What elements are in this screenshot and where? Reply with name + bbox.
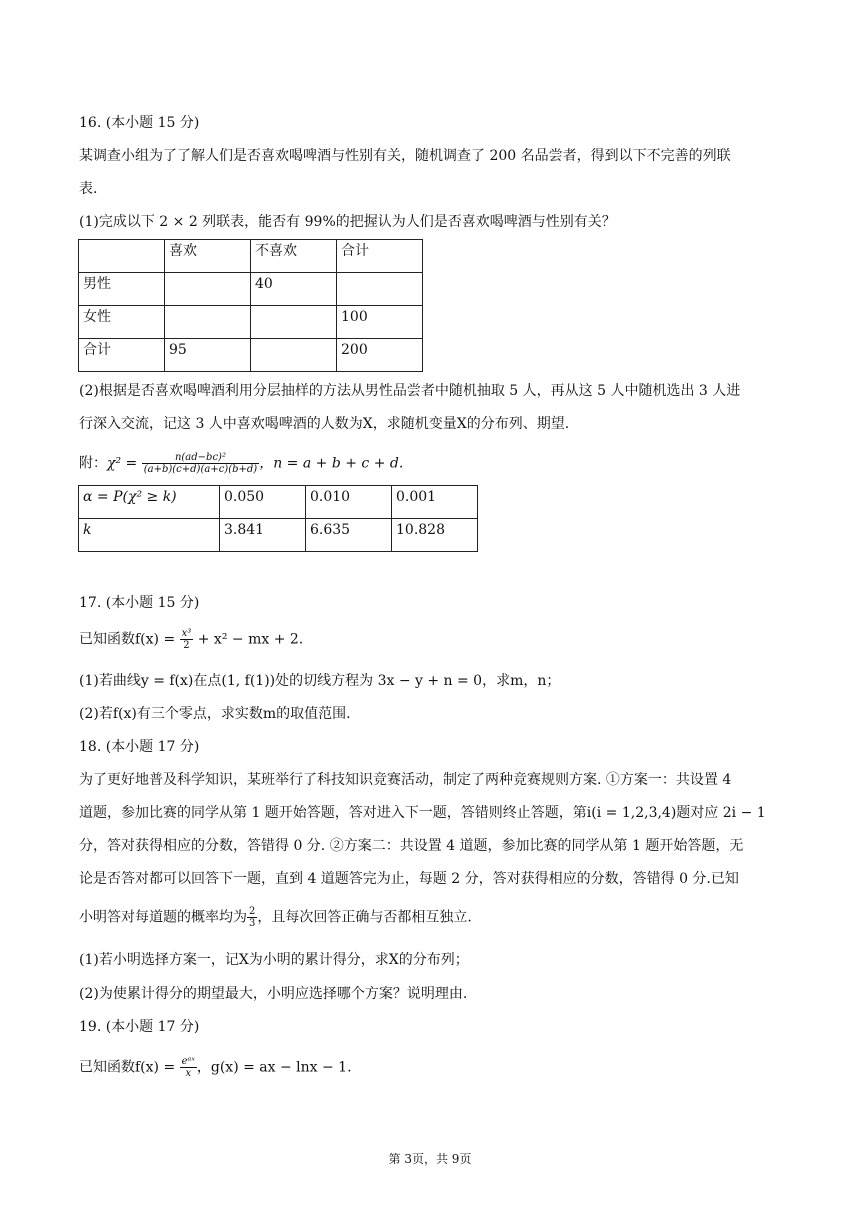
q19-definition: [79, 1056, 784, 1079]
table-row: [79, 339, 423, 372]
table-cell: 合计: [79, 339, 165, 372]
q17-fraction: [180, 628, 194, 651]
contingency-table: [78, 239, 423, 372]
table-cell: 不喜欢: [251, 240, 337, 273]
q18-part1: (1)若小明选择方案一，记X为小明的累计得分，求X的分布列；: [79, 952, 469, 968]
q16-header: 16. (本小题 15 分): [79, 115, 200, 131]
table-cell: [251, 339, 337, 372]
table-cell: [165, 306, 251, 339]
table-cell: 0.001: [392, 486, 478, 519]
table-cell: 200: [337, 339, 423, 372]
table-row: [79, 486, 478, 519]
q17-definition: [79, 628, 784, 651]
q19-header: 19. (本小题 17 分): [79, 1019, 200, 1035]
q18-numerator: 2: [249, 906, 256, 917]
q18-part2: (2)为使累计得分的期望最大，小明应选择哪个方案？说明理由.: [79, 986, 468, 1002]
table-row: [79, 273, 423, 306]
q18-line4: 论是否答对都可以回答下一题，直到 4 道题答完为止，每题 2 分，答对获得相应的分数，答错得 0 分.已知: [79, 871, 739, 887]
q18-line5-prefix: 小明答对每道题的概率均为: [79, 909, 247, 926]
q17-def-rest: + x² − mx + 2.: [197, 631, 304, 648]
table-row: [79, 306, 423, 339]
table-cell: 6.635: [306, 519, 392, 552]
q18-line1: 为了更好地普及科学知识，某班举行了科技知识竞赛活动，制定了两种竞赛规则方案. ①方案一：共设置 4: [79, 772, 732, 788]
q16-intro-line1: 某调查小组为了了解人们是否喜欢喝啤酒与性别有关，随机调查了 200 名品尝者，得到以下不完善的列联: [79, 148, 731, 164]
formula-denominator: (a+b)(c+d)(a+c)(b+d): [143, 464, 258, 475]
table-cell: 10.828: [392, 519, 478, 552]
q16-intro-line2: 表.: [79, 181, 98, 197]
table-cell: 女性: [79, 306, 165, 339]
q17-denominator: 2: [183, 640, 190, 651]
q16-part2-line2: 行深入交流，记这 3 人中喜欢喝啤酒的人数为X，求随机变量X的分布列、期望.: [79, 416, 570, 432]
q16-part2-line1: (2)根据是否喜欢喝啤酒利用分层抽样的方法从男性品尝者中随机抽取 5 人，再从这 5 人中随机选出 3 人进: [79, 383, 741, 399]
table-cell: 3.841: [220, 519, 306, 552]
table-cell: k: [79, 519, 220, 552]
q18-line2: 道题，参加比赛的同学从第 1 题开始答题，答对进入下一题，答错则终止答题，第i(i = 1,2,3,4)题对应 2i − 1: [79, 805, 766, 821]
q17-def-prefix: 已知函数f(x) =: [79, 631, 176, 648]
table-cell: [251, 306, 337, 339]
q17-part1: (1)若曲线y = f(x)在点(1, f(1))处的切线方程为 3x − y + n = 0，求m，n；: [79, 673, 561, 689]
table-cell: α = P(χ² ≥ k): [79, 486, 220, 519]
q18-probability-fraction: [247, 906, 257, 929]
q17-numerator: x³: [181, 628, 192, 639]
critical-value-table: [78, 485, 478, 552]
formula-rest: ，n = a + b + c + d.: [259, 455, 404, 472]
formula-fraction: [142, 452, 259, 475]
q19-denominator: x: [185, 1068, 192, 1079]
table-cell: [165, 273, 251, 306]
q18-line5: [79, 906, 784, 929]
table-row: [79, 519, 478, 552]
q19-def-prefix: 已知函数f(x) =: [79, 1059, 176, 1076]
q17-part2: (2)若f(x)有三个零点，求实数m的取值范围.: [79, 706, 351, 722]
q18-denominator: 3: [249, 918, 256, 929]
q16-part1: (1)完成以下 2 × 2 列联表，能否有 99%的把握认为人们是否喜欢喝啤酒与性别有关？: [79, 214, 616, 230]
table-cell: 喜欢: [165, 240, 251, 273]
q18-header: 18. (本小题 17 分): [79, 739, 200, 755]
q19-def-rest: ，g(x) = ax − lnx − 1.: [196, 1059, 352, 1076]
q19-fraction: [180, 1056, 197, 1079]
table-cell: [337, 273, 423, 306]
table-cell: 0.010: [306, 486, 392, 519]
table-row: [79, 240, 423, 273]
formula-lhs: χ² =: [107, 455, 138, 472]
table-cell: 合计: [337, 240, 423, 273]
table-cell: 40: [251, 273, 337, 306]
q18-line5-rest: ，且每次回答正确与否都相互独立.: [257, 909, 472, 926]
table-cell: [79, 240, 165, 273]
table-cell: 男性: [79, 273, 165, 306]
table-cell: 0.050: [220, 486, 306, 519]
q17-header: 17. (本小题 15 分): [79, 595, 200, 611]
table-cell: 95: [165, 339, 251, 372]
q19-numerator: eᵃˣ: [181, 1056, 195, 1067]
q18-line3: 分，答对获得相应的分数，答错得 0 分. ②方案二：共设置 4 道题，参加比赛的同学从第 1 题开始答题，无: [79, 838, 744, 854]
table-cell: 100: [337, 306, 423, 339]
formula-numerator: n(ad−bc)²: [142, 452, 259, 464]
formula-prefix: 附：: [79, 455, 107, 472]
page-footer: 第 3页，共 9页: [388, 1152, 472, 1166]
chi-square-formula: [79, 452, 784, 475]
